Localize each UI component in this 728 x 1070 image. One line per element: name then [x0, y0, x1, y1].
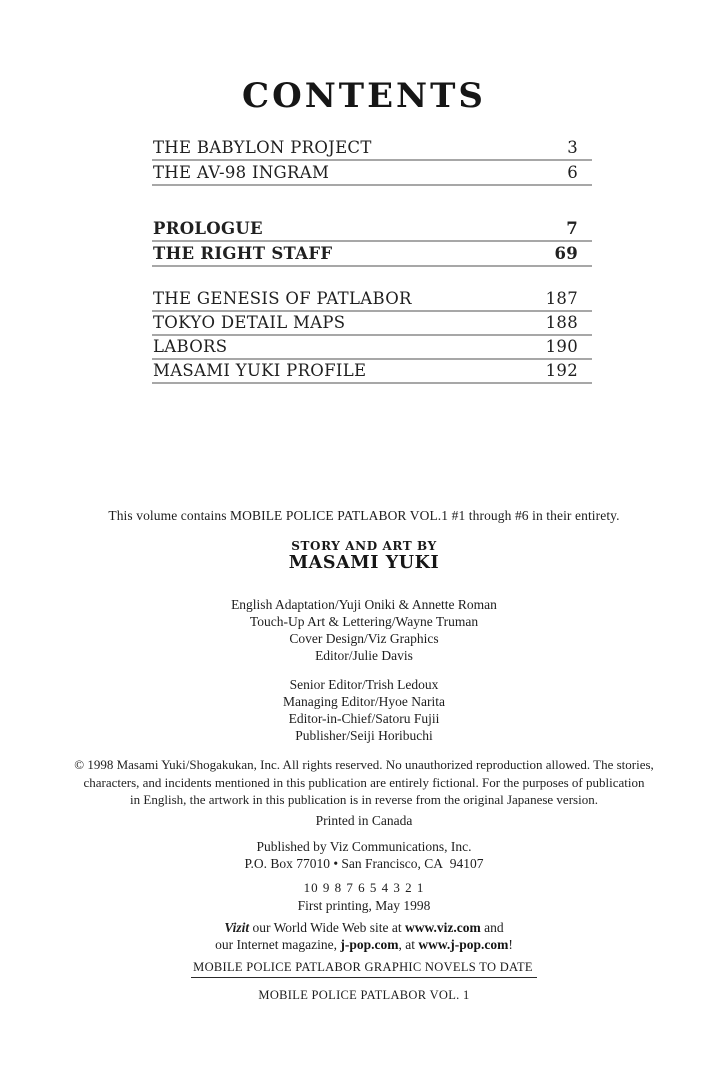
credit-line: Managing Editor/Hyoe Narita [283, 694, 445, 709]
toc-group-chapters [152, 217, 592, 267]
credit-line: Senior Editor/Trish Ledoux [289, 677, 439, 692]
toc-entry-page: 188 [545, 313, 578, 332]
web-note-text: , at [398, 937, 419, 952]
table-row [152, 312, 592, 336]
toc-entry-page: 3 [567, 138, 578, 157]
byline-label: STORY AND ART BY [291, 539, 437, 553]
toc-entry-page: 6 [567, 163, 578, 182]
credit-line: Touch-Up Art & Lettering/Wayne Truman [249, 614, 479, 629]
publisher-address: P.O. Box 77010 • San Francisco, CA 94107 [244, 856, 484, 871]
toc-entry-label: LABORS [153, 337, 228, 356]
toc-entry-page: 187 [545, 289, 578, 308]
publisher-block [0, 838, 728, 872]
toc-entry-label: PROLOGUE [153, 219, 263, 238]
jpop-url: www.j-pop.com [418, 937, 509, 952]
vizit-word: Vizit [224, 920, 250, 935]
publisher-line: Published by Viz Communications, Inc. [256, 839, 472, 854]
novels-list-item: MOBILE POLICE PATLABOR VOL. 1 [258, 988, 470, 1002]
first-printing: First printing, May 1998 [297, 898, 431, 913]
table-row [152, 161, 592, 186]
toc-entry-page: 7 [566, 219, 578, 238]
table-row [152, 136, 592, 161]
toc-entry-label: MASAMI YUKI PROFILE [153, 361, 367, 380]
web-note-text: ! [508, 937, 513, 952]
credit-line: Editor/Julie Davis [315, 648, 413, 663]
toc-entry-page: 69 [554, 244, 578, 263]
volume-note: This volume contains MOBILE POLICE PATLABOR VOL.1 #1 through #6 in their entirety. [108, 508, 620, 523]
novels-to-date-heading [0, 960, 728, 978]
printed-in: Printed in Canada [315, 813, 413, 828]
toc-group-front [152, 136, 592, 186]
table-row [152, 242, 592, 267]
credit-line: Cover Design/Viz Graphics [289, 631, 439, 646]
web-note [0, 919, 728, 953]
toc-entry-label: THE AV-98 INGRAM [153, 163, 330, 182]
credit-line: English Adaptation/Yuji Oniki & Annette Roman [231, 597, 497, 612]
toc-group-backmatter [152, 288, 592, 384]
toc-entry-label: THE RIGHT STAFF [153, 244, 333, 263]
page-title: CONTENTS [242, 76, 486, 116]
credits-secondary [0, 676, 728, 744]
jpop-name: j-pop.com [340, 937, 399, 952]
table-row [152, 217, 592, 242]
toc-entry-page: 190 [545, 337, 578, 356]
table-row [152, 360, 592, 384]
table-row [152, 288, 592, 312]
copyright-notice: © 1998 Masami Yuki/Shogakukan, Inc. All rights reserved. No unauthorized reproduction allowed. The stories, characters, and incidents mentioned in this publication are entirely fictional. For the purposes of publication in English, the artwork in this publication is in reverse from the original Japanese version. [74, 757, 654, 807]
novels-to-date-heading-text: MOBILE POLICE PATLABOR GRAPHIC NOVELS TO DATE [191, 960, 537, 978]
author-name: MASAMI YUKI [288, 553, 440, 573]
print-run-numbers: 10 9 8 7 6 5 4 3 2 1 [303, 880, 425, 895]
web-note-text: our Internet magazine, [215, 937, 341, 952]
credits-primary [0, 596, 728, 664]
credit-line: Editor-in-Chief/Satoru Fujii [288, 711, 440, 726]
toc-entry-label: THE GENESIS OF PATLABOR [153, 289, 412, 308]
web-note-line1 [0, 919, 728, 936]
toc-entry-label: TOKYO DETAIL MAPS [153, 313, 346, 332]
web-note-text: and [480, 920, 504, 935]
web-note-line2 [0, 936, 728, 953]
viz-url: www.viz.com [405, 920, 481, 935]
web-note-text: our World Wide Web site at [249, 920, 406, 935]
credit-line: Publisher/Seiji Horibuchi [295, 728, 433, 743]
toc-entry-label: THE BABYLON PROJECT [153, 138, 372, 157]
table-row [152, 336, 592, 360]
toc-entry-page: 192 [545, 361, 578, 380]
